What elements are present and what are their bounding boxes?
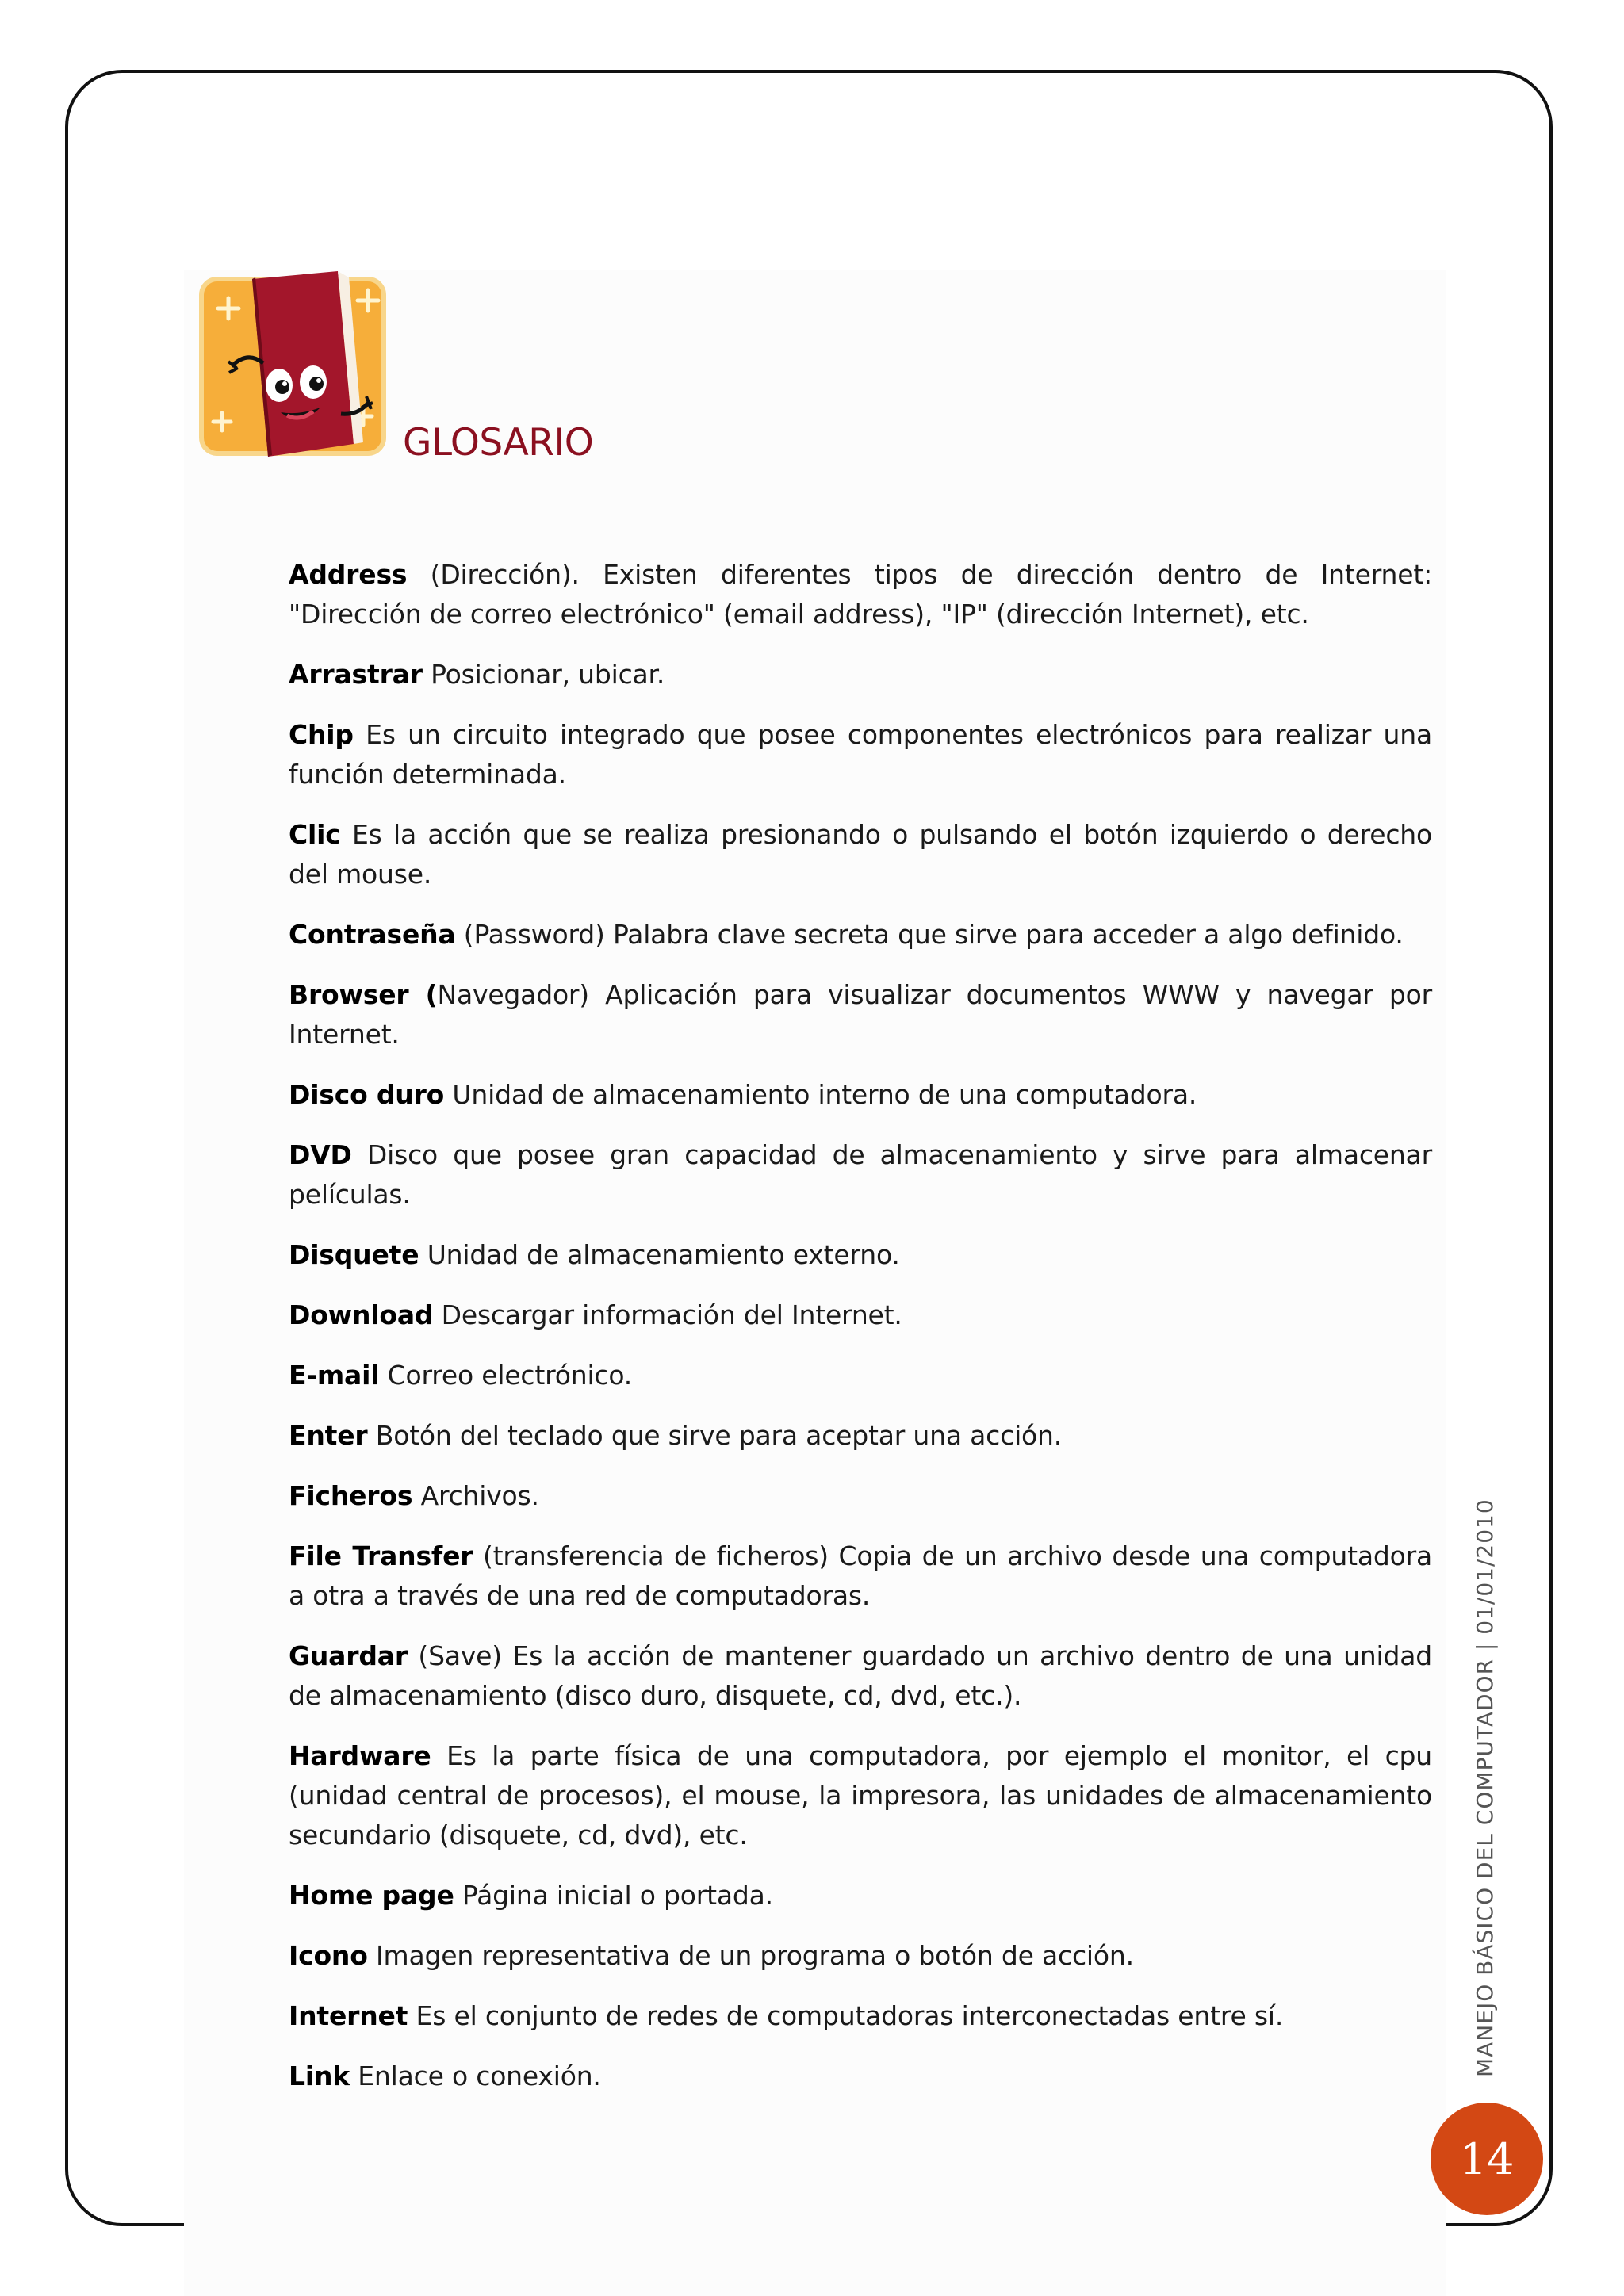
glossary-entry-dvd <box>289 1135 1432 1215</box>
glossary-definition: Disco que posee gran capacidad de almacenamiento y sirve para almacenar películas. <box>289 1139 1432 1210</box>
page-number-badge <box>1431 2103 1543 2215</box>
glossary-definition: Es la acción que se realiza presionando o pulsando el botón izquierdo o derecho del mouse. <box>289 819 1432 890</box>
glossary-entry-arrastrar <box>289 655 1432 695</box>
glossary-definition: Enlace o conexión. <box>349 2061 601 2091</box>
glossary-definition: (Save) Es la acción de mantener guardado un archivo dentro de una unidad de almacenamiento (disco duro, disquete, cd, dvd, etc.). <box>289 1640 1432 1711</box>
smiling-book-icon <box>198 268 389 465</box>
glossary-term: Home page <box>289 1880 454 1911</box>
glossary-term: Address <box>289 559 408 590</box>
glossary-entry-hardware <box>289 1736 1432 1855</box>
glossary-entry-internet <box>289 1996 1432 2036</box>
glossary-entry-home-page <box>289 1876 1432 1915</box>
glossary-entry-clic <box>289 815 1432 894</box>
glossary-definition: Navegador) Aplicación para visualizar documentos WWW y navegar por Internet. <box>289 979 1433 1050</box>
glossary-definition: (Password) Palabra clave secreta que sirve para acceder a algo definido. <box>455 919 1404 950</box>
glossary-term: Arrastrar <box>289 659 423 690</box>
glossary-term: Guardar <box>289 1640 408 1671</box>
glossary-entry-chip <box>289 715 1432 794</box>
glossary-definition: Es el conjunto de redes de computadoras interconectadas entre sí. <box>408 2000 1284 2031</box>
glossary-entry-browser <box>289 975 1432 1054</box>
glossary-entry-disquete <box>289 1235 1432 1275</box>
glossary-definition: Unidad de almacenamiento externo. <box>419 1239 900 1270</box>
glossary-term: Ficheros <box>289 1480 413 1511</box>
glossary-entry-guardar <box>289 1636 1432 1716</box>
glossary-term: File Transfer <box>289 1540 473 1571</box>
glossary-definition: (transferencia de ficheros) Copia de un archivo desde una computadora a otra a través de una red de computadoras. <box>289 1540 1432 1611</box>
glossary-term: E-mail <box>289 1360 380 1391</box>
glossary-definition: Es un circuito integrado que posee componentes electrónicos para realizar una función determinada. <box>289 719 1432 790</box>
glossary-definition: Imagen representativa de un programa o botón de acción. <box>367 1940 1134 1971</box>
glossary-definition: (Dirección). Existen diferentes tipos de dirección dentro de Internet: "Dirección de correo electrónico" (email address), "IP" (dirección Internet), etc. <box>289 559 1432 629</box>
glossary-entry-icono <box>289 1936 1432 1976</box>
glossary-entry-contrasena <box>289 915 1432 955</box>
glossary-definition: Página inicial o portada. <box>454 1880 773 1911</box>
glossary-entry-download <box>289 1295 1432 1335</box>
glossary-term: Internet <box>289 2000 408 2031</box>
glossary-term: DVD <box>289 1139 352 1170</box>
glossary-entry-enter <box>289 1416 1432 1456</box>
glossary-definition: Posicionar, ubicar. <box>422 659 665 690</box>
glossary-term: Contraseña <box>289 919 456 950</box>
glossary-term: Icono <box>289 1940 368 1971</box>
glossary-term: Link <box>289 2061 350 2091</box>
glossary-term: Browser ( <box>289 979 438 1010</box>
glossary-definition: Botón del teclado que sirve para aceptar una acción. <box>367 1420 1063 1451</box>
page-number: 14 <box>1459 2133 1515 2184</box>
glossary-term: Clic <box>289 819 341 850</box>
glossary-term: Chip <box>289 719 354 750</box>
page-title: GLOSARIO <box>403 421 594 465</box>
document-footer-vertical: MANEJO BÁSICO DEL COMPUTADOR | 01/01/2010 <box>1472 1498 1498 2077</box>
glossary-entry-email <box>289 1356 1432 1395</box>
glossary-definition: Unidad de almacenamiento interno de una computadora. <box>444 1079 1197 1110</box>
glossary-term: Hardware <box>289 1740 431 1771</box>
glossary-entry-file-transfer <box>289 1536 1432 1616</box>
glossary-definition: Descargar información del Internet. <box>433 1299 902 1330</box>
glossary-entry-disco-duro <box>289 1075 1432 1115</box>
glossary-definition: Archivos. <box>412 1480 539 1511</box>
glossary-entry-ficheros <box>289 1476 1432 1516</box>
glossary-definition: Es la parte física de una computadora, por ejemplo el monitor, el cpu (unidad central de procesos), el mouse, la impresora, las unidades de almacenamiento secundario (disquete, cd, dvd), etc. <box>289 1740 1432 1850</box>
glossary-term: Enter <box>289 1420 368 1451</box>
glossary-term: Disquete <box>289 1239 419 1270</box>
glossary-definition: Correo electrónico. <box>379 1360 633 1391</box>
glossary-list <box>289 555 1432 2117</box>
glossary-entry-link <box>289 2057 1432 2096</box>
glossary-entry-address <box>289 555 1432 634</box>
glossary-term: Download <box>289 1299 434 1330</box>
glossary-term: Disco duro <box>289 1079 445 1110</box>
